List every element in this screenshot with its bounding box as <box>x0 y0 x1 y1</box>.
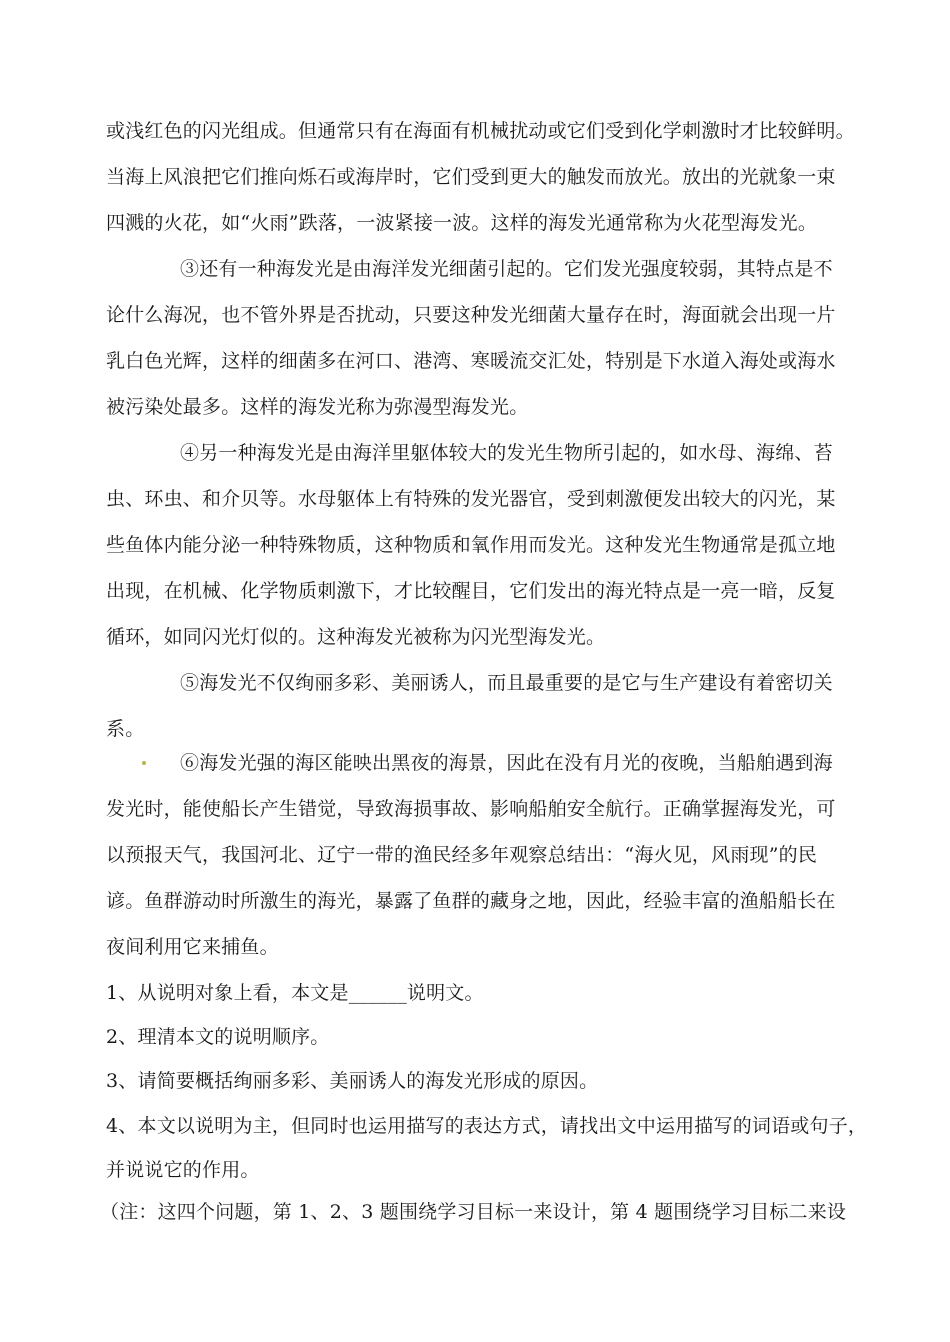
text-line: 谚。鱼群游动时所激生的海光，暴露了鱼群的藏身之地，因此，经验丰富的渔船船长在 <box>106 890 836 912</box>
stray-dot-mark <box>142 761 146 765</box>
footnote: （注：这四个问题，第 1、2、3 题围绕学习目标一来设计，第 4 题围绕学习目标二来设 <box>100 1201 847 1223</box>
text-line: 虫、环虫、和介贝等。水母躯体上有特殊的发光器官，受到刺激便发出较大的闪光，某 <box>106 488 836 510</box>
question-4-continued: 并说说它的作用。 <box>106 1159 260 1181</box>
text-line: 论什么海况，也不管外界是否扰动，只要这种发光细菌大量存在时，海面就会出现一片 <box>106 304 836 326</box>
question-3: 3、请简要概括绚丽多彩、美丽诱人的海发光形成的原因。 <box>106 1070 599 1092</box>
paragraph-5-start: ⑤海发光不仅绚丽多彩、美丽诱人，而且最重要的是它与生产建设有着密切关 <box>180 672 833 694</box>
text-line: 被污染处最多。这样的海发光称为弥漫型海发光。 <box>106 396 529 418</box>
text-line: 当海上风浪把它们推向烁石或海岸时，它们受到更大的触发而放光。放出的光就象一束 <box>106 166 836 188</box>
question-4: 4、本文以说明为主，但同时也运用描写的表达方式，请找出文中运用描写的词语或句子， <box>106 1115 868 1137</box>
text-line: 些鱼体内能分泌一种特殊物质，这种物质和氧作用而发光。这种发光生物通常是孤立地 <box>106 534 836 556</box>
text-line: 乳白色光辉，这样的细菌多在河口、港湾、寒暖流交汇处，特别是下水道入海处或海水 <box>106 350 836 372</box>
question-1: 1、从说明对象上看，本文是______说明文。 <box>106 982 484 1004</box>
text-line: 发光时，能使船长产生错觉，导致海损事故、影响船舶安全航行。正确掌握海发光，可 <box>106 798 836 820</box>
paragraph-6-start: ⑥海发光强的海区能映出黑夜的海景，因此在没有月光的夜晚，当船舶遇到海 <box>180 752 833 774</box>
text-line: 四溅的火花，如“火雨”跌落，一波紧接一波。这样的海发光通常称为火花型海发光。 <box>106 212 818 234</box>
text-line: 循环，如同闪光灯似的。这种海发光被称为闪光型海发光。 <box>106 626 606 648</box>
paragraph-4-start: ④另一种海发光是由海洋里躯体较大的发光生物所引起的，如水母、海绵、苔 <box>180 442 833 464</box>
text-line: 或浅红色的闪光组成。但通常只有在海面有机械扰动或它们受到化学刺激时才比较鲜明。 <box>106 120 855 142</box>
text-line: 出现，在机械、化学物质刺激下，才比较醒目，它们发出的海光特点是一亮一暗，反复 <box>106 580 836 602</box>
text-line: 以预报天气，我国河北、辽宁一带的渔民经多年观察总结出：“海火见，风雨现”的民 <box>106 844 818 866</box>
question-2: 2、理清本文的说明顺序。 <box>106 1026 330 1048</box>
text-line: 夜间利用它来捕鱼。 <box>106 936 279 958</box>
paragraph-3-start: ③还有一种海发光是由海洋发光细菌引起的。它们发光强度较弱，其特点是不 <box>180 258 833 280</box>
text-line: 系。 <box>106 718 145 740</box>
